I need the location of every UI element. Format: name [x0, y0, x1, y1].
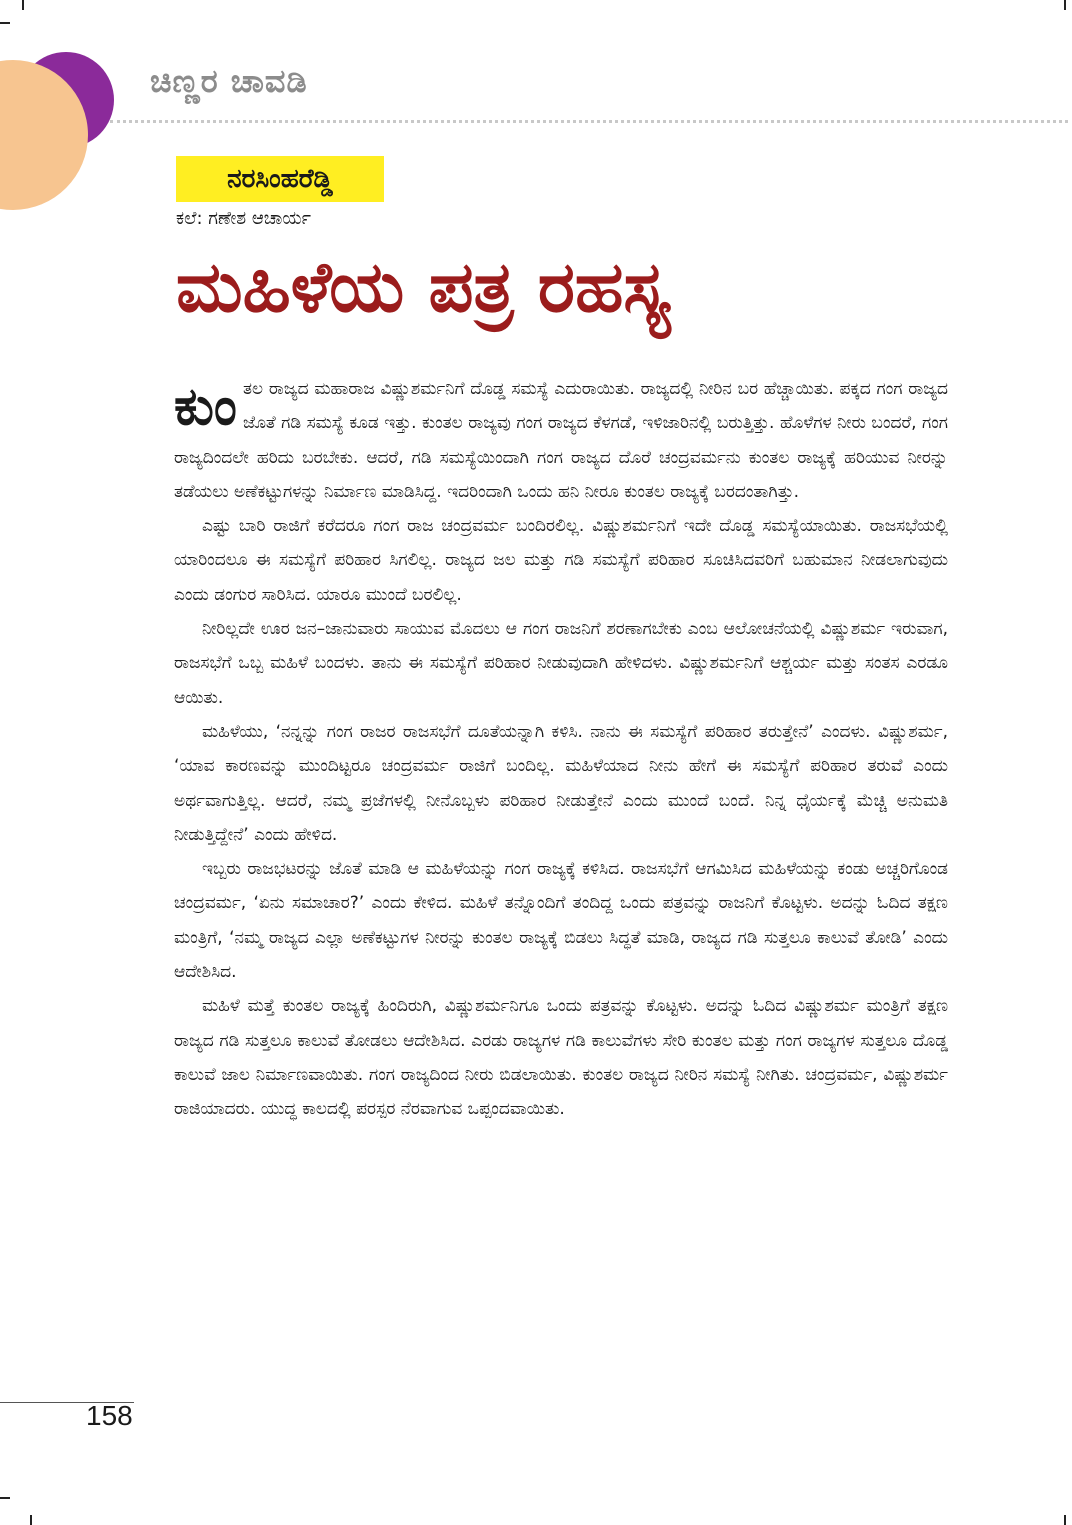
author-highlight-box	[176, 156, 384, 202]
crop-mark-left-top	[0, 22, 10, 24]
article-paragraph: ಮಹಿಳೆ ಮತ್ತೆ ಕುಂತಲ ರಾಜ್ಯಕ್ಕೆ ಹಿಂದಿರುಗಿ, ವಿಷ್ಣುಶರ್ಮನಿಗೂ ಒಂದು ಪತ್ರವನ್ನು ಕೊಟ್ಟಳು. ಅದನ್ನು ಓದಿದ ವಿಷ್ಣುಶರ್ಮ ಮಂತ್ರಿಗೆ ತಕ್ಷಣ ರಾಜ್ಯದ ಗಡಿ ಸುತ್ತಲೂ ಕಾಲುವೆ ತೋಡಲು ಆದೇಶಿಸಿದ. ಎರಡು ರಾಜ್ಯಗಳ ಗಡಿ ಕಾಲುವೆಗಳು ಸೇರಿ ಕುಂತಲ ಮತ್ತು ಗಂಗ ರಾಜ್ಯಗಳ ಸುತ್ತಲೂ ದೊಡ್ಡ ಕಾಲುವೆ ಜಾಲ ನಿರ್ಮಾಣವಾಯಿತು. ಗಂಗ ರಾಜ್ಯದಿಂದ ನೀರು ಬಿಡಲಾಯಿತು. ಕುಂತಲ ರಾಜ್ಯದ ನೀರಿನ ಸಮಸ್ಯೆ ನೀಗಿತು. ಚಂದ್ರವರ್ಮ, ವಿಷ್ಣುಶರ್ಮ ರಾಜಿಯಾದರು. ಯುದ್ಧ ಕಾಲದಲ್ಲಿ ಪರಸ್ಪರ ನೆರವಾಗುವ ಒಪ್ಪಂದವಾಯಿತು.	[174, 996, 948, 1120]
page-number: 158	[86, 1400, 133, 1431]
article-paragraph: ಇಬ್ಬರು ರಾಜಭಟರನ್ನು ಜೊತೆ ಮಾಡಿ ಆ ಮಹಿಳೆಯನ್ನು ಗಂಗ ರಾಜ್ಯಕ್ಕೆ ಕಳಿಸಿದ. ರಾಜಸಭೆಗೆ ಆಗಮಿಸಿದ ಮಹಿಳೆಯನ್ನು ಕಂಡು ಅಚ್ಚರಿಗೊಂಡ ಚಂದ್ರವರ್ಮ, ‘ಏನು ಸಮಾಚಾರ?’ ಎಂದು ಕೇಳಿದ. ಮಹಿಳೆ ತನ್ನೊಂದಿಗೆ ತಂದಿದ್ದ ಒಂದು ಪತ್ರವನ್ನು ರಾಜನಿಗೆ ಕೊಟ್ಟಳು. ಅದನ್ನು ಓದಿದ ತಕ್ಷಣ ಮಂತ್ರಿಗೆ, ‘ನಮ್ಮ ರಾಜ್ಯದ ಎಲ್ಲಾ ಅಣೆಕಟ್ಟುಗಳ ನೀರನ್ನು ಕುಂತಲ ರಾಜ್ಯಕ್ಕೆ ಬಿಡಲು ಸಿದ್ಧತೆ ಮಾಡಿ, ರಾಜ್ಯದ ಗಡಿ ಸುತ್ತಲೂ ಕಾಲುವೆ ತೋಡಿ’ ಎಂದು ಆದೇಶಿಸಿದ.	[174, 859, 948, 983]
crop-mark-top-left	[22, 0, 24, 10]
article-paragraph: ನೀರಿಲ್ಲದೇ ಊರ ಜನ–ಜಾನುವಾರು ಸಾಯುವ ಮೊದಲು ಆ ಗಂಗ ರಾಜನಿಗೆ ಶರಣಾಗಬೇಕು ಎಂಬ ಆಲೋಚನೆಯಲ್ಲಿ ವಿಷ್ಣುಶರ್ಮ ಇರುವಾಗ, ರಾಜಸಭೆಗೆ ಒಬ್ಬ ಮಹಿಳೆ ಬಂದಳು. ತಾನು ಈ ಸಮಸ್ಯೆಗೆ ಪರಿಹಾರ ನೀಡುವುದಾಗಿ ಹೇಳಿದಳು. ವಿಷ್ಣುಶರ್ಮನಿಗೆ ಆಶ್ಚರ್ಯ ಮತ್ತು ಸಂತಸ ಎರಡೂ ಆಯಿತು.	[174, 619, 948, 708]
header-dotted-rule	[110, 120, 1068, 123]
art-credit: ಕಲೆ: ಗಣೇಶ ಆಚಾರ್ಯ	[176, 208, 312, 229]
section-title: ಚಿಣ್ಣರ ಚಾವಡಿ	[150, 62, 308, 100]
article-body	[174, 372, 948, 1127]
article-paragraph: ಎಷ್ಟು ಬಾರಿ ರಾಜಿಗೆ ಕರೆದರೂ ಗಂಗ ರಾಜ ಚಂದ್ರವರ್ಮ ಬಂದಿರಲಿಲ್ಲ. ವಿಷ್ಣುಶರ್ಮನಿಗೆ ಇದೇ ದೊಡ್ಡ ಸಮಸ್ಯೆಯಾಯಿತು. ರಾಜಸಭೆಯಲ್ಲಿ ಯಾರಿಂದಲೂ ಈ ಸಮಸ್ಯೆಗೆ ಪರಿಹಾರ ಸಿಗಲಿಲ್ಲ. ರಾಜ್ಯದ ಜಲ ಮತ್ತು ಗಡಿ ಸಮಸ್ಯೆಗೆ ಪರಿಹಾರ ಸೂಚಿಸಿದವರಿಗೆ ಬಹುಮಾನ ನೀಡಲಾಗುವುದು ಎಂದು ಡಂಗುರ ಸಾರಿಸಿದ. ಯಾರೂ ಮುಂದೆ ಬರಲಿಲ್ಲ.	[174, 516, 948, 605]
paragraph-text: ತಲ ರಾಜ್ಯದ ಮಹಾರಾಜ ವಿಷ್ಣುಶರ್ಮನಿಗೆ ದೊಡ್ಡ ಸಮಸ್ಯೆ ಎದುರಾಯಿತು. ರಾಜ್ಯದಲ್ಲಿ ನೀರಿನ ಬರ ಹೆಚ್ಚಾಯಿತು. ಪಕ್ಕದ ಗಂಗ ರಾಜ್ಯದ ಜೊತೆ ಗಡಿ ಸಮಸ್ಯೆ ಕೂಡ ಇತ್ತು. ಕುಂತಲ ರಾಜ್ಯವು ಗಂಗ ರಾಜ್ಯದ ಕೆಳಗಡೆ, ಇಳಿಜಾರಿನಲ್ಲಿ ಬರುತ್ತಿತ್ತು. ಹೊಳೆಗಳ ನೀರು ಬಂದರೆ, ಗಂಗ ರಾಜ್ಯದಿಂದಲೇ ಹರಿದು ಬರಬೇಕು. ಆದರೆ, ಗಡಿ ಸಮಸ್ಯೆಯಿಂದಾಗಿ ಗಂಗ ರಾಜ್ಯದ ದೊರೆ ಚಂದ್ರವರ್ಮನು ಕುಂತಲ ರಾಜ್ಯಕ್ಕೆ ಹರಿಯುವ ನೀರನ್ನು ತಡೆಯಲು ಅಣೆಕಟ್ಟುಗಳನ್ನು ನಿರ್ಮಾಣ ಮಾಡಿಸಿದ್ದ. ಇದರಿಂದಾಗಿ ಒಂದು ಹನಿ ನೀರೂ ಕುಂತಲ ರಾಜ್ಯಕ್ಕೆ ಬರದಂತಾಗಿತ್ತು.	[174, 379, 948, 502]
article-paragraph	[174, 372, 948, 509]
article-paragraph: ಮಹಿಳೆಯು, ‘ನನ್ನನ್ನು ಗಂಗ ರಾಜರ ರಾಜಸಭೆಗೆ ದೂತೆಯನ್ನಾಗಿ ಕಳಿಸಿ. ನಾನು ಈ ಸಮಸ್ಯೆಗೆ ಪರಿಹಾರ ತರುತ್ತೇನೆ’ ಎಂದಳು. ವಿಷ್ಣುಶರ್ಮ, ‘ಯಾವ ಕಾರಣವನ್ನು ಮುಂದಿಟ್ಟರೂ ಚಂದ್ರವರ್ಮ ರಾಜಿಗೆ ಬಂದಿಲ್ಲ. ಮಹಿಳೆಯಾದ ನೀನು ಹೇಗೆ ಈ ಸಮಸ್ಯೆಗೆ ಪರಿಹಾರ ತರುವೆ ಎಂದು ಅರ್ಥವಾಗುತ್ತಿಲ್ಲ. ಆದರೆ, ನಮ್ಮ ಪ್ರಜೆಗಳಲ್ಲಿ ನೀನೊಬ್ಬಳು ಪರಿಹಾರ ನೀಡುತ್ತೇನೆ ಎಂದು ಮುಂದೆ ಬಂದೆ. ನಿನ್ನ ಧೈರ್ಯಕ್ಕೆ ಮೆಚ್ಚಿ ಅನುಮತಿ ನೀಡುತ್ತಿದ್ದೇನೆ’ ಎಂದು ಹೇಳಿದ.	[174, 721, 948, 845]
crop-mark-top-right	[1064, 0, 1066, 10]
crop-mark-left-bottom	[0, 1497, 10, 1499]
author-name: ನರಸಿಂಹರೆಡ್ಡಿ	[227, 163, 333, 194]
article-headline: ಮಹಿಳೆಯ ಪತ್ರ ರಹಸ್ಯ	[176, 246, 671, 328]
crop-mark-bottom-right	[1064, 1515, 1066, 1525]
crop-mark-bottom-left	[30, 1515, 32, 1525]
drop-cap: ಕುಂ	[174, 377, 237, 437]
